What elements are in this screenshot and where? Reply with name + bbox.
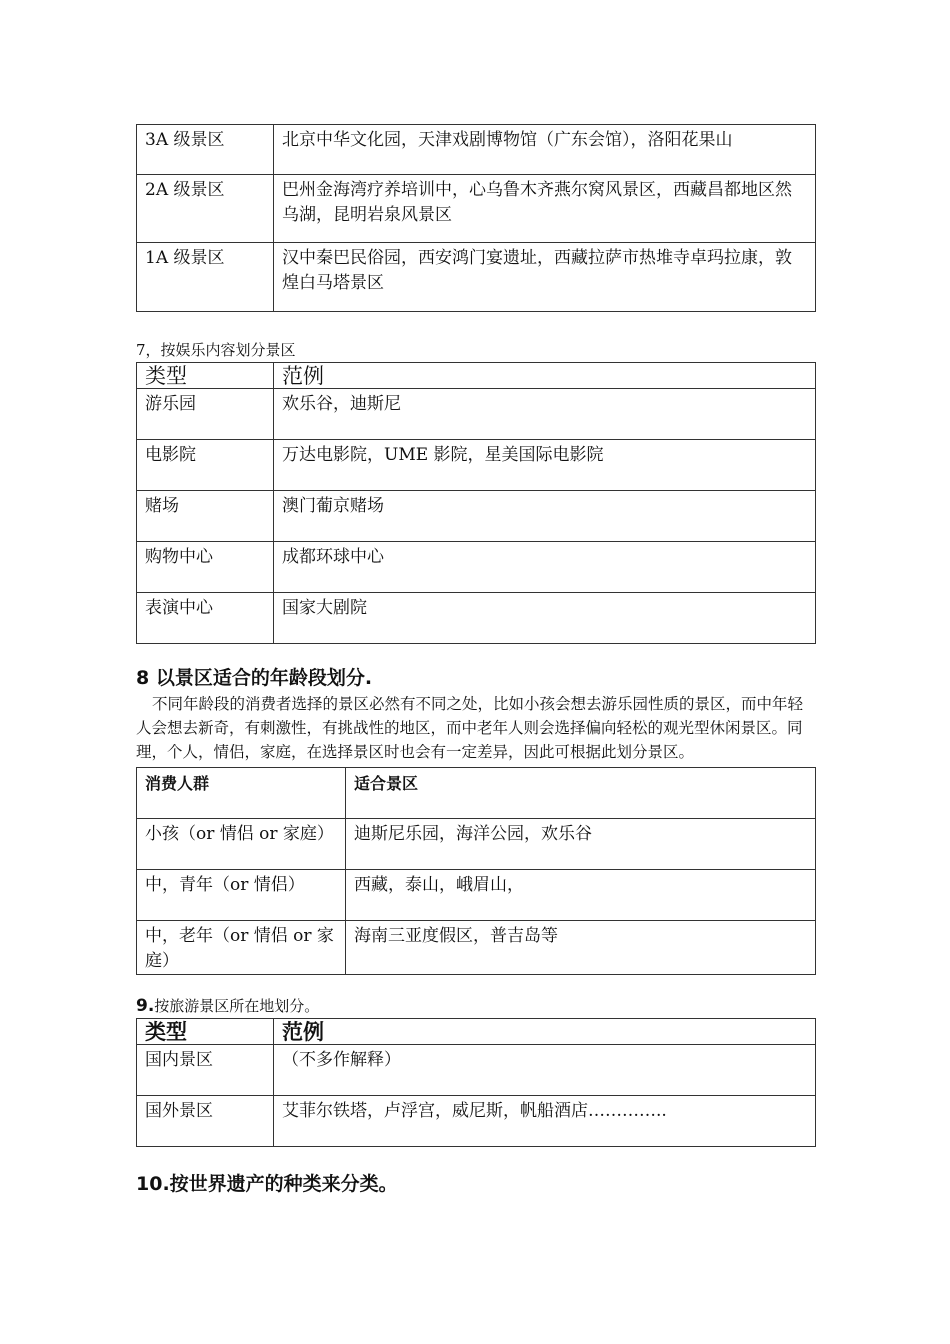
table-header-row	[137, 768, 816, 819]
section8-heading: 8 以景区适合的年龄段划分.	[136, 667, 373, 689]
type-cell: 游乐园	[137, 389, 274, 440]
table-row	[137, 389, 816, 440]
type-cell: 国内景区	[137, 1045, 274, 1096]
section9-number: 9.	[136, 996, 155, 1016]
examples-cell: 北京中华文化园，天津戏剧博物馆（广东会馆），洛阳花果山	[274, 125, 816, 175]
section8-paragraph: 不同年龄段的消费者选择的景区必然有不同之处，比如小孩会想去游乐园性质的景区，而中年轻人会想去新奇，有刺激性，有挑战性的地区，而中老年人则会选择偏向轻松的观光型休闲景区。同理，个人，情侣，家庭，在选择景区时也会有一定差异，因此可根据此划分景区。	[136, 695, 804, 761]
level-cell: 1A 级景区	[137, 243, 274, 312]
header-group: 消费人群	[137, 768, 346, 819]
scenic-level-table	[136, 124, 816, 312]
table-row	[137, 125, 816, 175]
group-cell: 中，青年（or 情侣）	[137, 870, 346, 921]
table-row	[137, 440, 816, 491]
header-suitable: 适合景区	[346, 768, 816, 819]
table-row	[137, 243, 816, 312]
examples-cell: 西藏，泰山，峨眉山，	[346, 870, 816, 921]
header-type: 类型	[137, 1019, 274, 1045]
examples-cell: （不多作解释）	[274, 1045, 816, 1096]
type-cell: 国外景区	[137, 1096, 274, 1147]
table-row	[137, 819, 816, 870]
table-row	[137, 1096, 816, 1147]
examples-cell: 国家大剧院	[274, 593, 816, 644]
table-row	[137, 542, 816, 593]
group-cell: 中，老年（or 情侣 or 家庭）	[137, 921, 346, 975]
examples-cell: 艾菲尔铁塔，卢浮宫，威尼斯，帆船酒店…………..	[274, 1096, 816, 1147]
examples-cell: 汉中秦巴民俗园，西安鸿门宴遗址，西藏拉萨市热堆寺卓玛拉康，敦煌白马塔景区	[274, 243, 816, 312]
table-row	[137, 491, 816, 542]
section9-caption-text: 按旅游景区所在地划分。	[154, 997, 320, 1015]
examples-cell: 澳门葡京赌场	[274, 491, 816, 542]
table-row	[137, 593, 816, 644]
header-type: 类型	[137, 363, 274, 389]
type-cell: 电影院	[137, 440, 274, 491]
header-examples: 范例	[274, 1019, 816, 1045]
section10-heading: 10.按世界遗产的种类来分类。	[136, 1173, 398, 1195]
table-header-row	[137, 1019, 816, 1045]
table-row	[137, 1045, 816, 1096]
type-cell: 表演中心	[137, 593, 274, 644]
section9-caption	[136, 996, 319, 1016]
header-examples: 范例	[274, 363, 816, 389]
table-row	[137, 175, 816, 243]
level-cell: 2A 级景区	[137, 175, 274, 243]
examples-cell: 巴州金海湾疗养培训中，心乌鲁木齐燕尔窝风景区，西藏昌都地区然乌湖，昆明岩泉风景区	[274, 175, 816, 243]
table-row	[137, 921, 816, 975]
type-cell: 购物中心	[137, 542, 274, 593]
section7-caption: 7，按娱乐内容划分景区	[136, 341, 296, 359]
level-cell: 3A 级景区	[137, 125, 274, 175]
location-table	[136, 1018, 816, 1147]
examples-cell: 欢乐谷，迪斯尼	[274, 389, 816, 440]
examples-cell: 万达电影院，UME 影院，星美国际电影院	[274, 440, 816, 491]
group-cell: 小孩（or 情侣 or 家庭）	[137, 819, 346, 870]
examples-cell: 海南三亚度假区，普吉岛等	[346, 921, 816, 975]
table-row	[137, 870, 816, 921]
entertainment-table	[136, 362, 816, 644]
examples-cell: 迪斯尼乐园，海洋公园，欢乐谷	[346, 819, 816, 870]
type-cell: 赌场	[137, 491, 274, 542]
table-header-row	[137, 363, 816, 389]
age-group-table	[136, 767, 816, 975]
examples-cell: 成都环球中心	[274, 542, 816, 593]
